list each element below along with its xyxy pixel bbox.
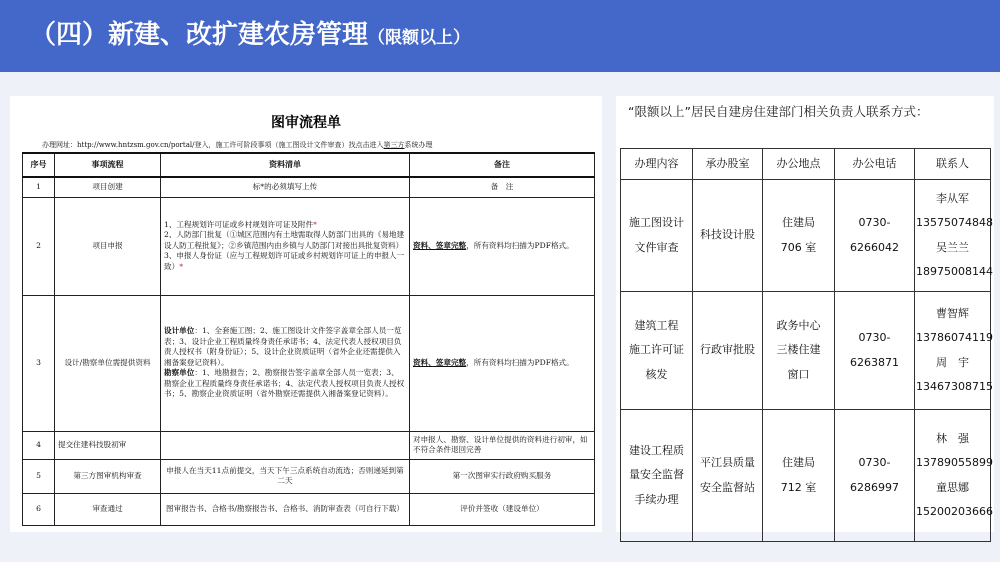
table-row [23,431,595,459]
survey-label: 勘察单位 [164,368,195,378]
survey-materials [164,368,406,399]
page-title-text: （四）新建、改扩建农房管理 [30,20,369,50]
dept-line: 平江县质量 [700,456,755,470]
cell-phone: 0730-6266042 [835,180,915,292]
cell-dept [693,410,763,542]
person-phone: 13575074848 [916,216,993,230]
design-materials [164,326,406,368]
person-phone: 15200203666 [916,504,993,518]
dept-line: 安全监督站 [700,480,755,494]
content-line: 文件审查 [634,240,679,254]
remark-emphasis: 资料、签章完整 [413,357,467,367]
person-phone: 13786074119 [916,331,993,345]
row-remark [410,295,595,431]
cell-location [763,292,835,410]
flow-sheet-note [42,140,433,150]
row-no: 5 [23,459,55,493]
design-label: 设计单位 [164,326,195,336]
row-remark: 备 注 [410,177,595,197]
row-step: 第三方图审机构审查 [55,459,161,493]
remark-text: ，所有资料均扫描为PDF格式。 [466,240,574,250]
row-step: 提交住建科技股初审 [55,431,161,459]
col-header-phone: 办公电话 [835,149,915,180]
table-row [23,459,595,493]
material-line: 2、人防部门批复（①城区范围内有土地需取得人防部门出具的《易地建设人防工程批复》；②乡镇范围内由乡镇与人防部门对接出具批复资料） [164,230,405,250]
row-materials [161,177,410,197]
table-row [23,493,595,525]
row-remark: 对申报人、勘察、设计单位提供的资料进行初审，如不符合条件退回完善 [410,431,595,459]
col-header-step: 事项流程 [55,153,161,177]
note-prefix: 办理网址：http://www.hntzsm.gov.cn/portal/登入，施工许可阶段事项（施工图设计文件审查）找点击进入 [42,141,384,149]
cell-content [621,180,693,292]
row-materials: 申报人在当天11点前提交，当天下午三点系统自动流选；否则递延到第二天 [161,459,410,493]
page-subtitle: （限额以上） [368,28,471,48]
cell-location [763,180,835,292]
content-line: 建设工程质 [629,444,684,458]
title-banner [0,0,1000,72]
table-row [23,295,595,431]
location-line: 住建局 [782,216,815,230]
cell-content [621,292,693,410]
location-line: 住建局 [782,456,815,470]
dept-line: 科技设计股 [700,228,755,242]
cell-content [621,410,693,542]
row-no: 2 [23,197,55,295]
cell-phone: 0730-6286997 [835,410,915,542]
cell-people [915,292,991,410]
content-line: 建筑工程 [634,319,679,333]
row-no: 4 [23,431,55,459]
col-header-materials: 资料清单 [161,153,410,177]
content-line: 施工图设计 [629,216,684,230]
contacts-title: “限额以上”居民自建房住建部门相关负责人联系方式： [628,104,929,119]
row-step: 审查通过 [55,493,161,525]
person-name: 李从军 [936,192,969,206]
cell-location [763,410,835,542]
note-link[interactable]: 第三方 [383,141,405,149]
row-remark: 评价并签收（建设单位） [410,493,595,525]
flow-header-row [23,153,595,177]
content-line: 手续办理 [634,492,679,506]
content-line: 量安全监督 [629,468,684,482]
row-step: 项目申报 [55,197,161,295]
row-materials [161,295,410,431]
required-mark: * [179,261,183,271]
table-row [23,177,595,197]
row-materials [161,431,410,459]
cell-people [915,180,991,292]
table-row [621,180,991,292]
contacts-table [620,148,991,542]
content-line: 施工许可证 [629,343,684,357]
col-header-location: 办公地点 [763,149,835,180]
page-title [30,14,470,51]
row-no: 1 [23,177,55,197]
survey-text: ：1、地勘报告；2、勘察报告签字盖章全部人员一览表；3、勘察企业工程质量终身责任承诺书；4、法定代表人授权项目负责人授权书；5、勘察企业资质证明（省外勘察还需提供入湘备案登记资料）。 [164,368,405,399]
col-header-no: 序号 [23,153,55,177]
person-phone: 13467308715 [916,379,993,393]
row-step: 设计/勘察单位需提供资料 [55,295,161,431]
location-line: 三楼住建 [776,343,821,357]
required-mark: * [313,219,317,229]
location-line: 712 室 [780,480,817,494]
content-line: 核发 [645,367,668,381]
note-suffix: 系统办理 [404,141,433,149]
cell-dept [693,292,763,410]
material-line [164,220,406,230]
row-remark: 第一次图审实行政府购买服务 [410,459,595,493]
row-materials [161,197,410,295]
remark-text: ，所有资料均扫描为PDF格式。 [466,357,574,367]
dept-line: 行政审批股 [700,343,755,357]
location-line: 政务中心 [776,319,821,333]
row-step: 项目创建 [55,177,161,197]
location-line: 706 室 [780,240,817,254]
person-phone: 13789055899 [916,456,993,470]
flow-sheet-title: 图审流程单 [271,115,341,131]
table-row [621,410,991,542]
row-no: 6 [23,493,55,525]
material-line [164,251,406,272]
location-line: 窗口 [787,367,810,381]
material-text: 3、申报人身份证（应与工程规划许可证或乡村规划许可证上的申报人一致） [164,251,405,271]
col-header-dept: 承办股室 [693,149,763,180]
design-text: ：1、全套施工图；2、施工图设计文件签字盖章全部人员一览表；3、设计企业工程质量终身责任承诺书；4、法定代表人授权项目负责人授权书（附身份证）；5、设计企业资质证明（省外企业还需提供入湘备案登记资料）。 [164,326,402,367]
person-name: 童思娜 [936,480,969,494]
flow-table [22,152,595,526]
person-name: 吴兰兰 [936,240,969,254]
row-materials: 图审报告书、合格书/勘察报告书、合格书、消防审查表（可自行下载） [161,493,410,525]
flow-sheet-panel [10,96,602,532]
cell-phone: 0730-6263871 [835,292,915,410]
remark-emphasis: 资料、签章完整 [413,240,467,250]
row-no: 3 [23,295,55,431]
cell-dept [693,180,763,292]
contacts-panel [616,96,994,532]
person-name: 曹智辉 [936,307,969,321]
cell-people [915,410,991,542]
col-header-content: 办理内容 [621,149,693,180]
person-name: 周 宇 [936,355,969,369]
material-text: 1、工程规划许可证或乡村规划许可证及附件 [164,219,314,229]
table-row [621,292,991,410]
contacts-header-row [621,149,991,180]
row-remark [410,197,595,295]
table-row [23,197,595,295]
person-phone: 18975008144 [916,264,993,278]
materials-text: 标*的必须填写上传 [252,182,318,192]
person-name: 林 强 [936,432,969,446]
col-header-remark: 备注 [410,153,595,177]
col-header-person: 联系人 [915,149,991,180]
